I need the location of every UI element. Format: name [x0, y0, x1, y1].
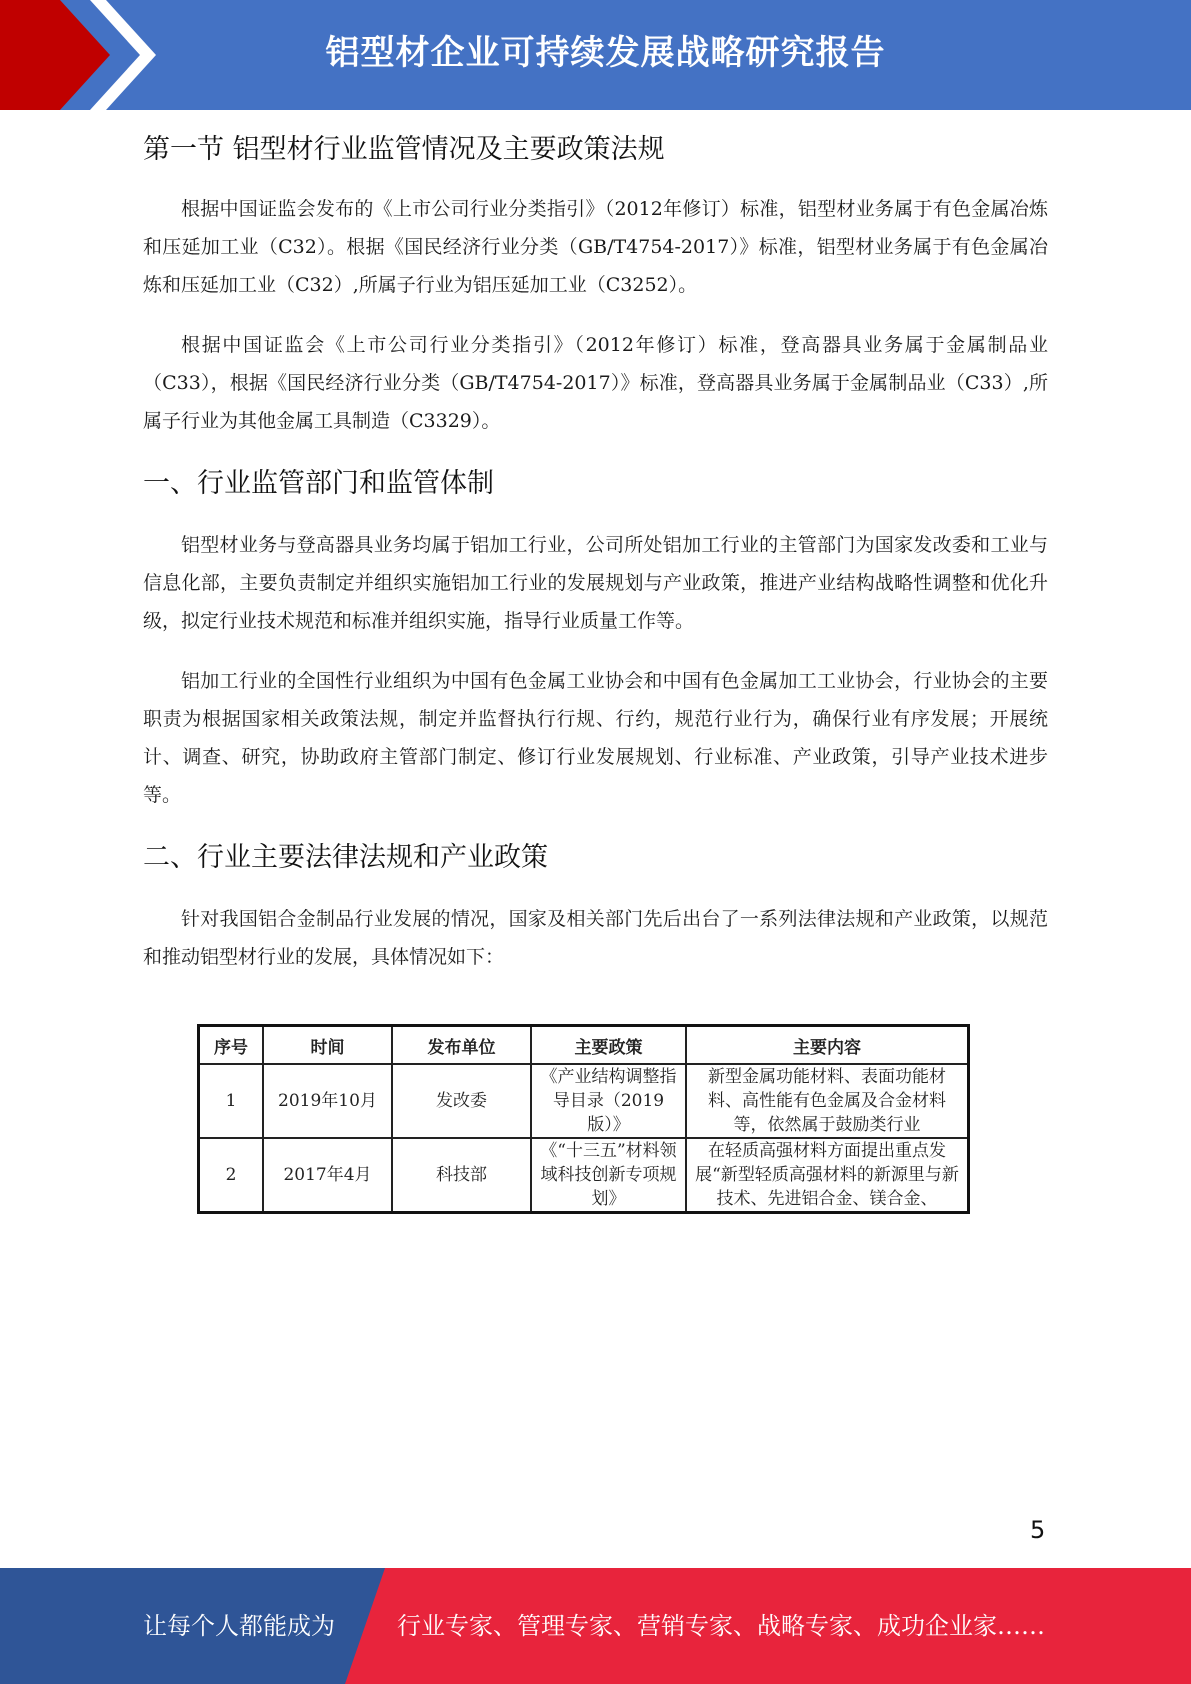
table-cell-unit: 科技部	[392, 1138, 531, 1213]
table-header-cell: 时间	[263, 1026, 392, 1065]
table-cell-policy: 《产业结构调整指导目录（2019版）》	[531, 1064, 686, 1138]
footer-slogan-left: 让每个人都能成为	[143, 1612, 335, 1640]
table-header-cell: 主要内容	[686, 1026, 969, 1065]
table-header-cell: 发布单位	[392, 1026, 531, 1065]
table-header-row	[199, 1026, 969, 1065]
table-cell-time: 2019年10月	[263, 1064, 392, 1138]
paragraph: 铝型材业务与登高器具业务均属于铝加工行业，公司所处铝加工行业的主管部门为国家发改委和工业与信息化部，主要负责制定并组织实施铝加工行业的发展规划与产业政策，推进产业结构战略性调整和优化升级，拟定行业技术规范和标准并组织实施，指导行业质量工作等。	[143, 534, 1048, 632]
table-cell-unit: 发改委	[392, 1064, 531, 1138]
section-title-1: 第一节 铝型材行业监管情况及主要政策法规	[143, 134, 665, 165]
table-cell-policy: 《“十三五”材料领域科技创新专项规划》	[531, 1138, 686, 1213]
policy-table-wrapper	[197, 1024, 970, 1214]
table-cell-time: 2017年4月	[263, 1138, 392, 1213]
report-title: 铝型材企业可持续发展战略研究报告	[325, 33, 886, 73]
paragraph: 铝加工行业的全国性行业组织为中国有色金属工业协会和中国有色金属加工工业协会，行业协会的主要职责为根据国家相关政策法规，制定并监督执行行规、行约，规范行业行为，确保行业有序发展；开展统计、调查、研究，协助政府主管部门制定、修订行业发展规划、行业标准、产业政策，引导产业技术进步等。	[143, 670, 1048, 806]
table-header-cell: 序号	[199, 1026, 264, 1065]
paragraph: 根据中国证监会《上市公司行业分类指引》（2012年修订）标准，登高器具业务属于金属制品业（C33），根据《国民经济行业分类（GB/T4754-2017）》标准，登高器具业务属于金属制品业（C33）,所属子行业为其他金属工具制造（C3329）。	[143, 334, 1048, 432]
table-cell-no: 2	[199, 1138, 264, 1213]
table-row	[199, 1138, 969, 1213]
table-header-cell: 主要政策	[531, 1026, 686, 1065]
table-row	[199, 1064, 969, 1138]
paragraph: 针对我国铝合金制品行业发展的情况，国家及相关部门先后出台了一系列法律法规和产业政策，以规范和推动铝型材行业的发展，具体情况如下：	[143, 908, 1048, 968]
table-cell-content: 在轻质高强材料方面提出重点发展“新型轻质高强材料的新源里与新技术、先进铝合金、镁合金、	[686, 1138, 969, 1213]
policy-table	[197, 1024, 970, 1214]
footer-banner	[0, 1568, 1191, 1684]
table-cell-no: 1	[199, 1064, 264, 1138]
table-cell-content: 新型金属功能材料、表面功能材料、高性能有色金属及合金材料等，依然属于鼓励类行业	[686, 1064, 969, 1138]
page-number: 5	[1030, 1516, 1046, 1544]
paragraph: 根据中国证监会发布的《上市公司行业分类指引》（2012年修订）标准，铝型材业务属于有色金属冶炼和压延加工业（C32）。根据《国民经济行业分类（GB/T4754-2017）》标准，铝型材业务属于有色金属冶炼和压延加工业（C32）,所属子行业为铝压延加工业（C3252）。	[143, 198, 1048, 296]
main-content	[143, 128, 1048, 976]
section-title-3: 二、行业主要法律法规和产业政策	[143, 842, 548, 873]
header-banner	[0, 0, 1191, 110]
footer-slogan-right: 行业专家、管理专家、营销专家、战略专家、成功企业家……	[397, 1612, 1045, 1640]
section-title-2: 一、行业监管部门和监管体制	[143, 468, 494, 499]
